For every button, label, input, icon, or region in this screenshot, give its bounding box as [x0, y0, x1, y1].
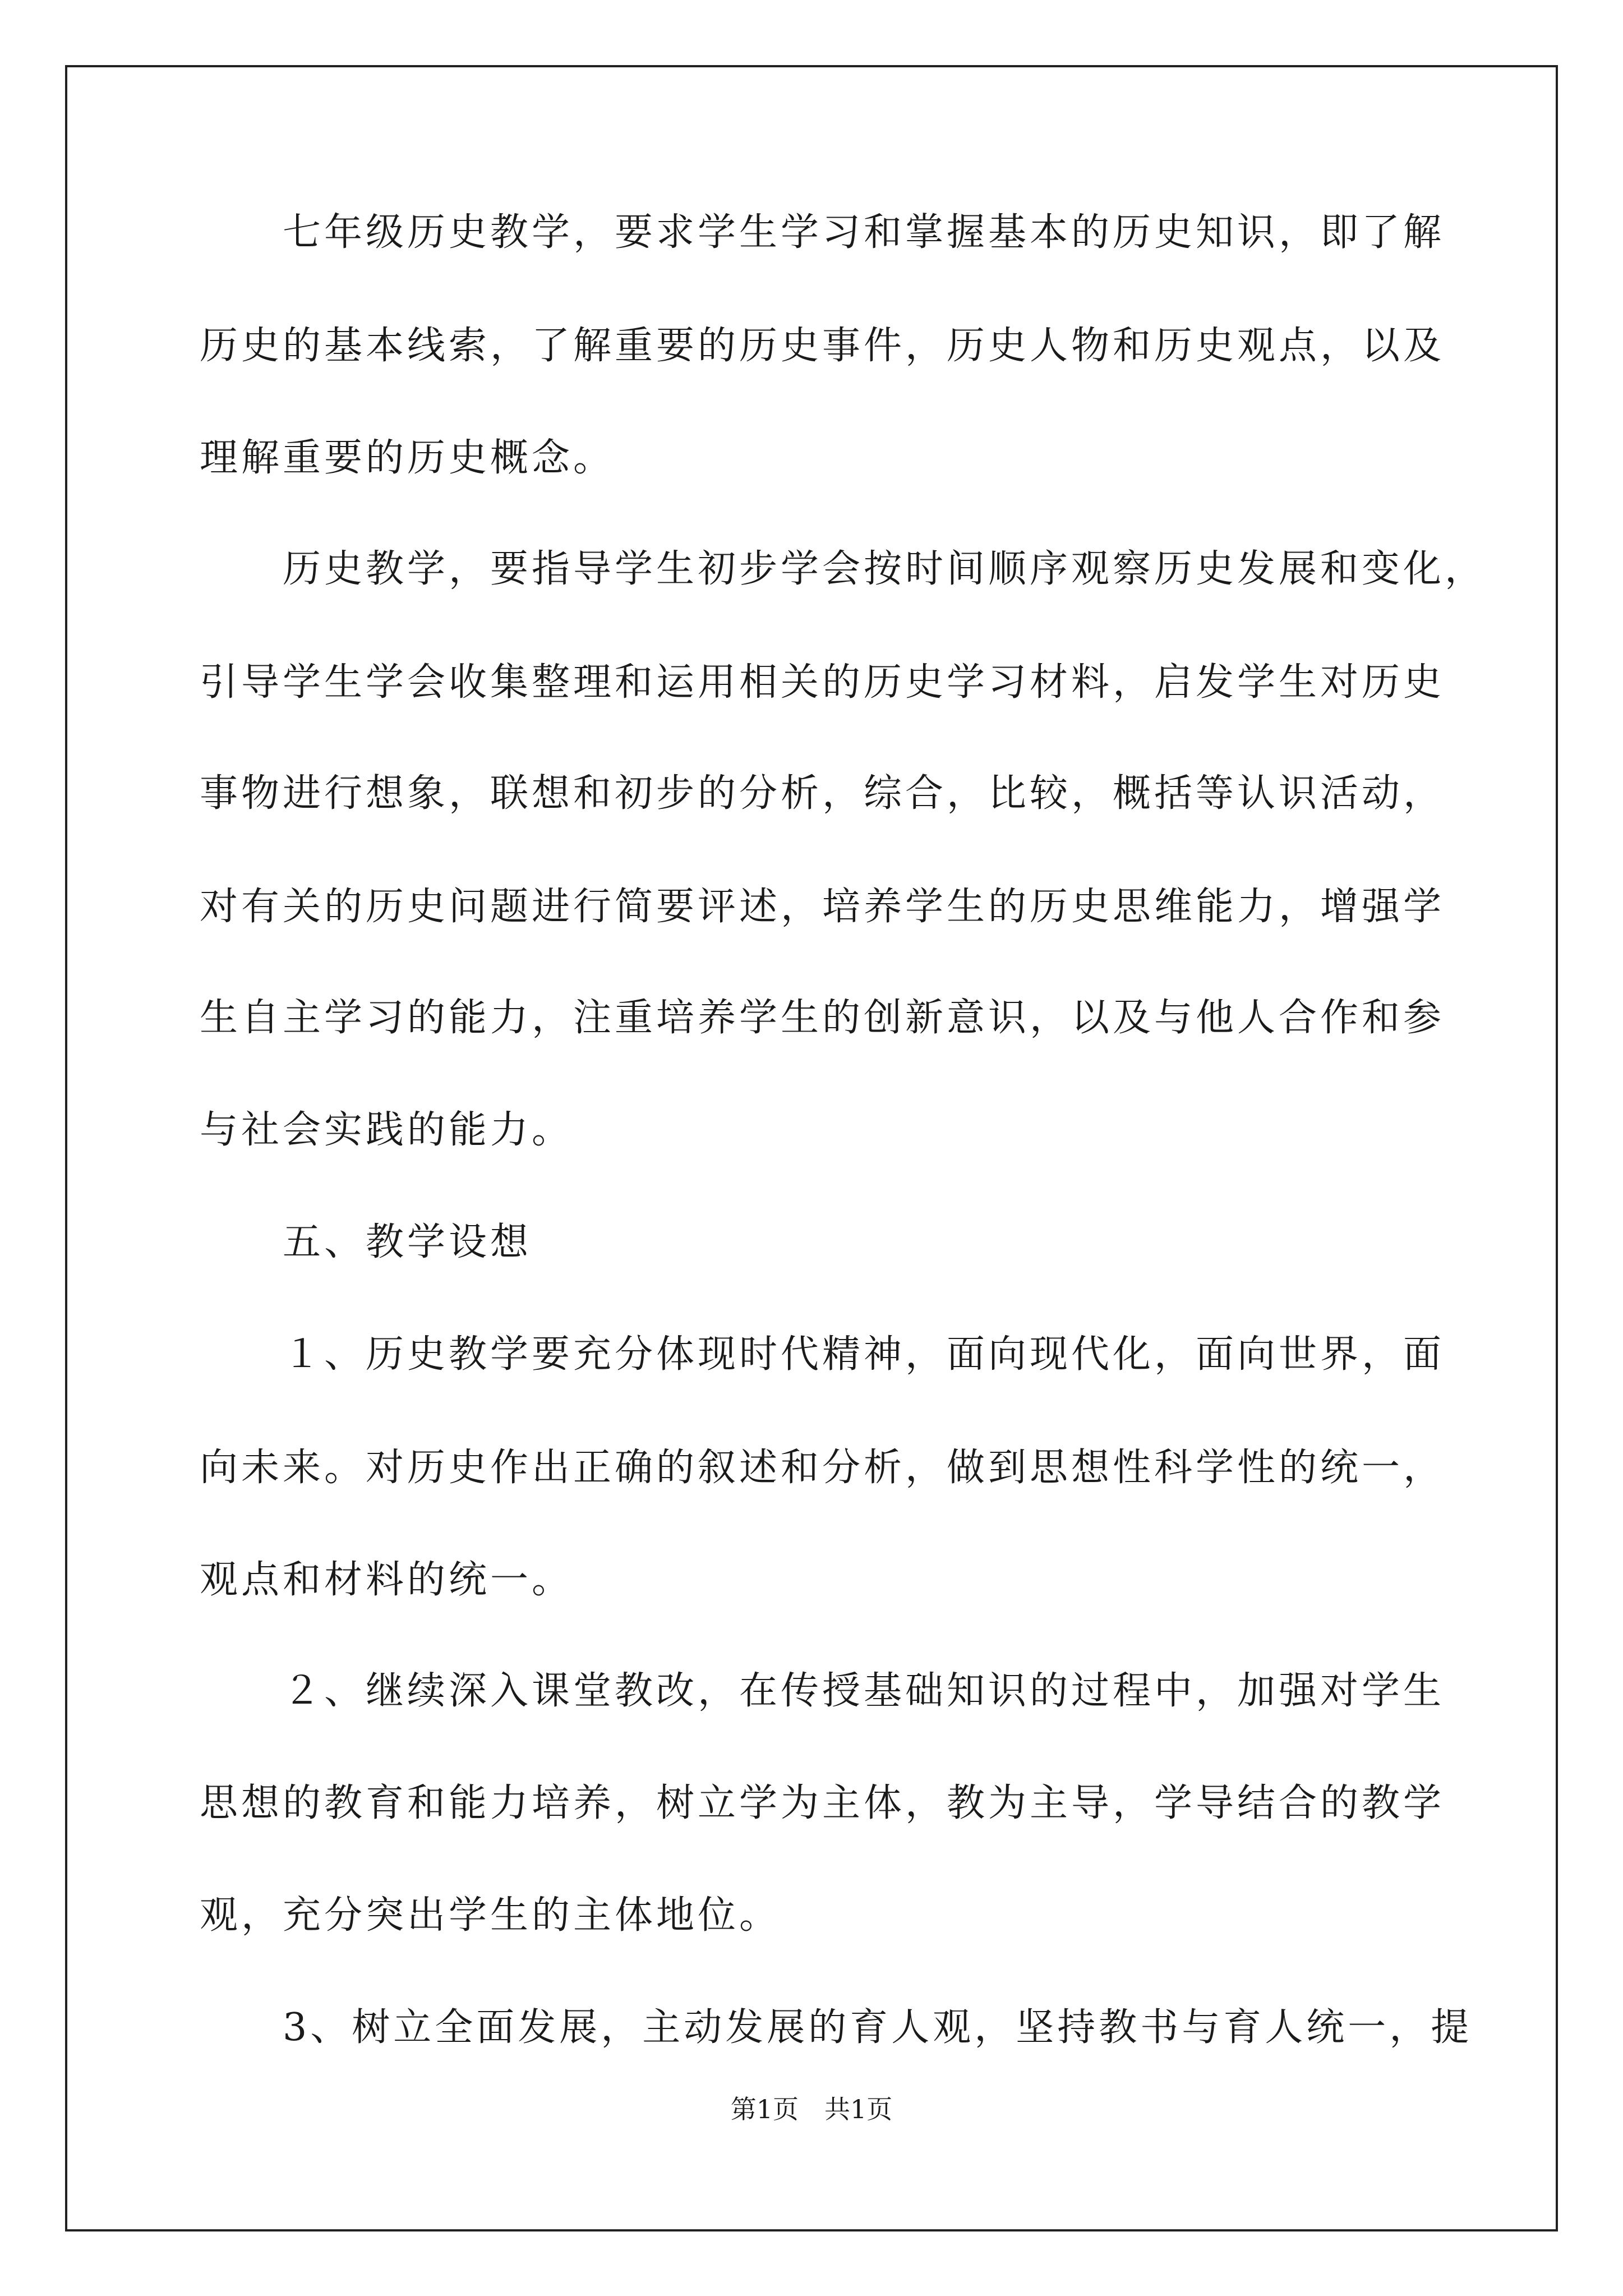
page-number-footer: 第1页 共1页 — [730, 2094, 893, 2124]
text-line: 3、树立全面发展，主动发展的育人观，坚持教书与育人统一，提 — [200, 2005, 1473, 2050]
text-line: 事物进行想象，联想和初步的分析，综合，比较，概括等认识活动， — [200, 771, 1445, 816]
text-line: 历史教学，要指导学生初步学会按时间顺序观察历史发展和变化， — [200, 547, 1487, 591]
text-line: 七年级历史教学，要求学生学习和掌握基本的历史知识，即了解 — [200, 210, 1445, 255]
text-line: 观点和材料的统一。 — [200, 1558, 574, 1602]
text-line: 思想的教育和能力培养，树立学为主体，教为主导，学导结合的教学 — [200, 1781, 1445, 1825]
text-line: 对有关的历史问题进行简要评述，培养学生的历史思维能力，增强学 — [200, 885, 1445, 929]
text-line: 理解重要的历史概念。 — [200, 436, 615, 480]
text-line: 引导学生学会收集整理和运用相关的历史学习材料，启发学生对历史 — [200, 660, 1445, 705]
text-line: 观，充分突出学生的主体地位。 — [200, 1893, 781, 1938]
text-line: 历史的基本线索，了解重要的历史事件，历史人物和历史观点，以及 — [200, 324, 1445, 368]
text-line: 向未来。对历史作出正确的叙述和分析，做到思想性科学性的统一， — [200, 1446, 1445, 1490]
text-line: １、历史教学要充分体现时代精神，面向现代化，面向世界，面 — [200, 1332, 1445, 1377]
text-line: 生自主学习的能力，注重培养学生的创新意识，以及与他人合作和参 — [200, 996, 1445, 1040]
text-line: ２、继续深入课堂教改，在传授基础知识的过程中，加强对学生 — [200, 1669, 1445, 1713]
text-line: 与社会实践的能力。 — [200, 1108, 574, 1152]
section-heading: 五、教学设想 — [200, 1220, 532, 1264]
